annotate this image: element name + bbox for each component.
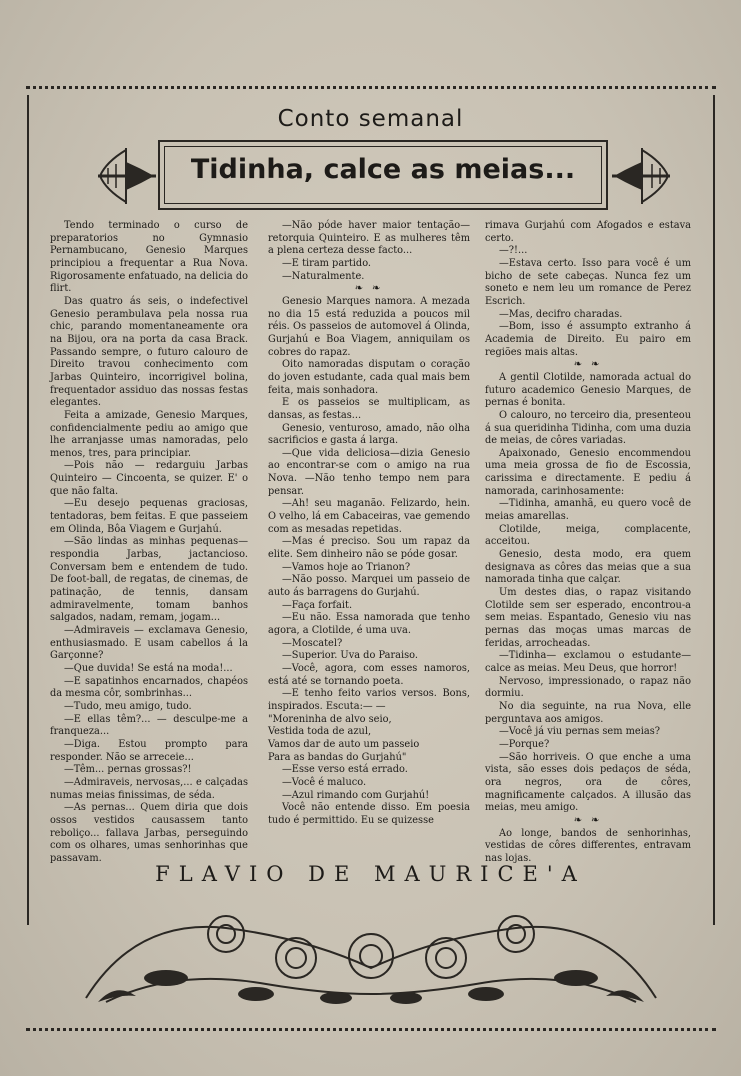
col2-paragraph: E os passeios se multiplicam, as dansas, as festas... bbox=[268, 397, 470, 421]
title-box bbox=[158, 140, 608, 210]
col1-paragraph: —Admiraveis, nervosas,... e calçadas numas meias finissimas, de séda. bbox=[50, 776, 248, 801]
col3-paragraph: rimava Gurjahú com Afogados e estava certo. bbox=[485, 220, 691, 244]
col2-paragraph: —Mas é preciso. Sou um rapaz da elite. Sem dinheiro não se póde gosar. bbox=[268, 536, 470, 561]
flourish-icon bbox=[610, 142, 672, 210]
author-byline: FLAVIO DE MAURICE'A bbox=[155, 862, 586, 886]
col1-paragraph: —Tudo, meu amigo, tudo. bbox=[64, 700, 192, 712]
col3-paragraph: Um destes dias, o rapaz visitando Clotilde sem ser esperado, encontrou-a sem meias. Espantado, Genesio viu nas pernas das moças umas marcas de feridas, arrocheadas. bbox=[485, 587, 691, 649]
col2-paragraph: Você não entende disso. Em poesia tudo é permittido. Eu se quizesse bbox=[268, 802, 470, 826]
col1-paragraph: Tendo terminado o curso de preparatorios no Gymnasio Pernambucano, Genesio Marques principiou a frequentar a Rua Nova. Rigorosamente enfatuado, na delicia do flirt. bbox=[50, 220, 248, 295]
col2-paragraph: —Moscatel? bbox=[282, 637, 343, 649]
col3-paragraph: ❧ ❧ bbox=[573, 814, 603, 826]
col2-paragraph: —E tenho feito varios versos. Bons, inspirados. Escuta:— — bbox=[268, 688, 470, 712]
col2-paragraph: —Não póde haver maior tentação—retorquia Quinteiro. E as mulheres têm a plena certeza desse facto... bbox=[268, 220, 470, 257]
col1-paragraph: —Têm... pernas grossas?! bbox=[64, 764, 192, 776]
col2-paragraph: "Moreninha de alvo seio, bbox=[268, 713, 392, 725]
col1-paragraph: —E sapatinhos encarnados, chapéos da mesma côr, sombrinhas... bbox=[50, 675, 248, 700]
col3-paragraph: —Bom, isso é assumpto extranho á Academia de Direito. Eu pairo em regiões mais altas. bbox=[485, 321, 691, 358]
col2-paragraph: Genesio Marques namora. A mezada no dia 15 está reduzida a poucos mil réis. Os passeios de automovel á Olinda, Gurjahú e Boa Viagem, anniquilam os cobres do rapaz. bbox=[268, 295, 470, 358]
col1-paragraph: —São lindas as minhas pequenas—respondia Jarbas, jactancioso. Conversam bem e entendem de tudo. De foot-ball, de regatas, de cinemas, de patinação, de tennis, dansam admiravelmente, tomam banhos salgados, nadam, remam, jogam... bbox=[50, 536, 248, 624]
col2-paragraph: —Vamos hoje ao Trianon? bbox=[282, 561, 411, 573]
col2-paragraph: Oito namoradas disputam o coração do joven estudante, cada qual mais bem feita, mais sonhadora. bbox=[268, 359, 470, 396]
col2-paragraph: —Você é maluco. bbox=[282, 776, 367, 788]
col2-paragraph: —Não posso. Marquei um passeio de auto ás barragens do Gurjahú. bbox=[268, 574, 470, 599]
col3-paragraph: —São horriveis. O que enche a uma vista, são esses dois pedaços de séda, ora negros, ora de côres, magnificamente calçados. A illusão das meias, meu amigo. bbox=[485, 751, 691, 814]
col1-paragraph: —E ellas têm?... — desculpe-me a franqueza... bbox=[50, 713, 248, 738]
col3-paragraph: Ao longe, bandos de senhorinhas, vestidas de côres differentes, entravam nas lojas. bbox=[485, 827, 691, 864]
col3-paragraph: —Porque? bbox=[499, 738, 550, 750]
col2-paragraph: —Ah! seu maganão. Felizardo, hein. O velho, lá em Cabaceiras, vae gemendo com as mesadas repetidas. bbox=[268, 498, 470, 535]
col1-paragraph: —Pois não — redarguiu Jarbas Quinteiro — Cincoenta, se quizer. E' o que não falta. bbox=[50, 460, 248, 497]
col2-paragraph: —Superior. Uva do Paraiso. bbox=[282, 650, 418, 662]
col3-paragraph: —Você já viu pernas sem meias? bbox=[499, 726, 660, 738]
col1-paragraph: —Que duvida! Se está na moda!... bbox=[64, 662, 233, 674]
section-kicker: Conto semanal bbox=[277, 106, 464, 132]
col2-paragraph: —Esse verso está errado. bbox=[282, 764, 408, 776]
col2-paragraph: ❧ ❧ bbox=[354, 283, 384, 295]
col2-paragraph: —Faça forfait. bbox=[282, 599, 353, 611]
col3-paragraph: No dia seguinte, na rua Nova, elle perguntava aos amigos. bbox=[485, 700, 691, 725]
col3-paragraph: Genesio, desta modo, era quem designava as côres das meias que a sua namorada tinha que calçar. bbox=[485, 549, 691, 586]
flourish-icon bbox=[96, 142, 158, 210]
story-title: Tidinha, calce as meias... bbox=[190, 154, 576, 185]
col1-paragraph: Feita a amizade, Genesio Marques, confidencialmente pediu ao amigo que lhe arranjasse umas namoradas, pelo menos, tres, para principiar. bbox=[50, 409, 248, 459]
col1-paragraph: —Eu desejo pequenas graciosas, tentadoras, bem feitas. E que passeiem em Olinda, Bôa Viagem e Gurjahú. bbox=[50, 498, 248, 535]
col1-paragraph: —As pernas... Quem diria que dois ossos vestidos causassem tanto reboliço... fallava Jarbas, perseguindo com os olhares, umas senhorinhas que passavam. bbox=[50, 802, 248, 864]
col2-paragraph: Vamos dar de auto um passeio bbox=[268, 738, 420, 750]
col3-paragraph: Nervoso, impressionado, o rapaz não dormiu. bbox=[485, 675, 691, 700]
left-rule bbox=[27, 95, 29, 925]
col2-paragraph: —Azul rimando com Gurjahú! bbox=[282, 789, 430, 801]
col1-paragraph: —Diga. Estou prompto para responder. Não se arreceie... bbox=[50, 738, 248, 763]
col2-paragraph: —Naturalmente. bbox=[282, 270, 365, 282]
col2-paragraph: —Você, agora, com esses namoros, está até se tornando poeta. bbox=[268, 662, 470, 687]
col1-paragraph: Das quatro ás seis, o indefectivel Genesio perambulava pela nossa rua chic, parando momentaneamente ora na Bijou, ora na porta da casa Brack. Passando sempre, o futuro calouro de Direito travou conhecimento com Jarbas Quinteiro, incorrigivel bolina, frequentador assiduo das nossas festas elegantes. bbox=[50, 295, 248, 409]
col3-paragraph: A gentil Clotilde, namorada actual do futuro academico Genesio Marques, de pernas é bonita. bbox=[485, 371, 691, 409]
text-column-2 bbox=[268, 220, 470, 828]
col3-paragraph: —Mas, decifro charadas. bbox=[499, 308, 623, 320]
col3-paragraph: —?!... bbox=[499, 245, 528, 257]
col2-paragraph: —E tiram partido. bbox=[282, 257, 372, 269]
col2-paragraph: —Eu não. Essa namorada que tenho agora, a Clotilde, é uma uva. bbox=[268, 612, 470, 636]
col1-paragraph: —Admiraveis — exclamava Genesio, enthusiasmado. E usam cabellos á la Garçonne? bbox=[50, 625, 248, 662]
col2-paragraph: —Que vida deliciosa—dizia Genesio ao encontrar-se com o amigo na rua Nova. —Não tenho tempo nem para pensar. bbox=[268, 447, 470, 497]
col3-paragraph: O calouro, no terceiro dia, presenteou á sua queridinha Tidinha, com uma duzia de meias, de côres variadas. bbox=[485, 409, 691, 447]
col2-paragraph: Vestida toda de azul, bbox=[268, 726, 372, 738]
floral-garland-icon bbox=[76, 898, 666, 1010]
col3-paragraph: —Tidinha— exclamou o estudante—calce as meias. Meu Deus, que horror! bbox=[485, 650, 691, 674]
text-column-1 bbox=[50, 220, 248, 865]
col3-paragraph: Apaixonado, Genesio encommendou uma meia grossa de fio de Escossia, carissima e directamente. E pediu á namorada, carinhosamente: bbox=[485, 447, 691, 497]
col3-paragraph: —Tidinha, amanhã, eu quero você de meias amarellas. bbox=[485, 498, 691, 523]
col2-paragraph: Para as bandas do Gurjahú" bbox=[268, 751, 407, 763]
col3-paragraph: ❧ ❧ bbox=[573, 359, 603, 371]
col2-paragraph: Genesio, venturoso, amado, não olha sacrificios e gasta á larga. bbox=[268, 422, 470, 447]
text-column-3 bbox=[485, 220, 691, 865]
col3-paragraph: Clotilde, meiga, complacente, acceitou. bbox=[485, 523, 691, 548]
col3-paragraph: —Estava certo. Isso para você é um bicho de sete cabeças. Nunca fez um soneto e nem leu um romance de Perez Escrich. bbox=[485, 257, 691, 307]
right-rule bbox=[713, 95, 715, 925]
